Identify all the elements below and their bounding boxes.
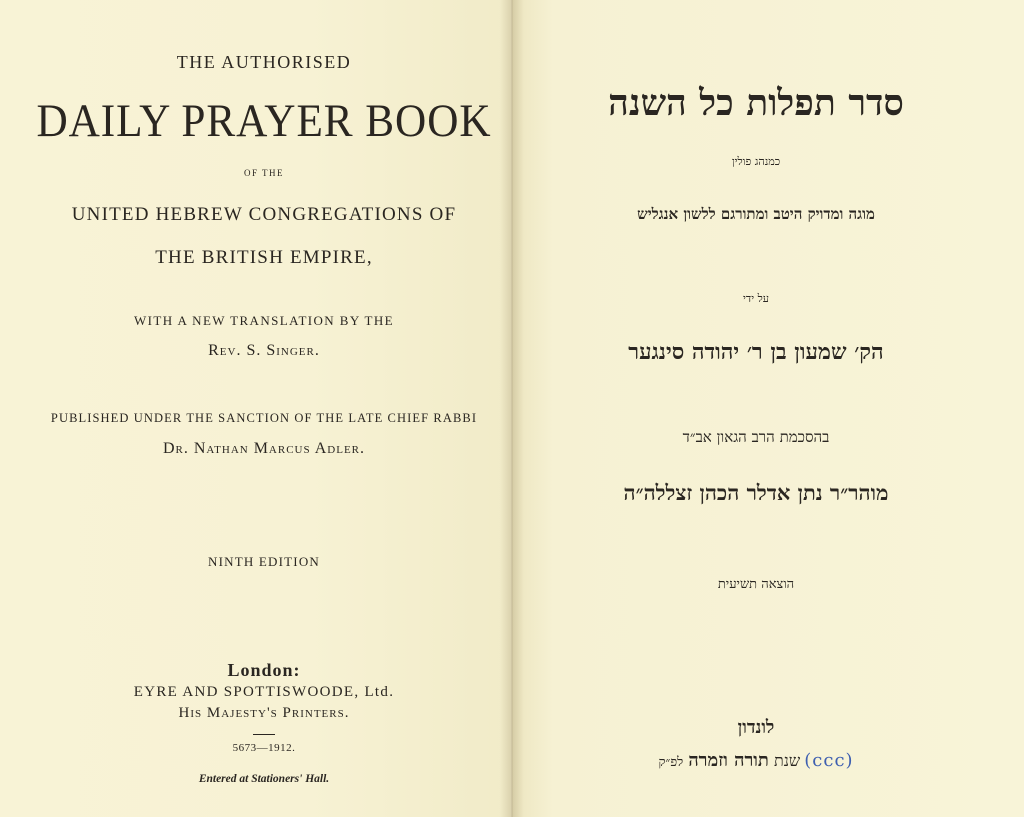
hebrew-city: לונדון xyxy=(737,717,775,738)
hebrew-edition: הוצאה תשיעית xyxy=(717,577,795,592)
translation-line: WITH A NEW TRANSLATION BY THE xyxy=(133,313,395,328)
edition-line: NINTH EDITION xyxy=(208,554,320,569)
hebrew-approval: בהסכמת הרב הגאון אב״ד xyxy=(682,428,830,446)
hebrew-translator: הק׳ שמעון בן ר׳ יהודה סינגער xyxy=(628,339,884,365)
hebrew-title: סדר תפלות כל השנה xyxy=(608,82,904,124)
hebrew-year-prefix: שנת xyxy=(773,751,801,770)
hebrew-rabbi: מוהר״ר נתן אדלר הכהן זצללה״ה xyxy=(623,480,889,505)
hebrew-year-line xyxy=(512,750,1000,771)
hebrew-minhag: כמנהג פולין xyxy=(731,155,781,168)
title-line-authorised: THE AUTHORISED xyxy=(176,52,352,72)
imprint-rule xyxy=(253,734,275,735)
hebrew-description: מוגה ומדויק היטב ומתורגם ללשון אנגליש xyxy=(637,205,875,223)
hebrew-year-suffix: לפ״ק xyxy=(658,755,684,770)
congregations-line: UNITED HEBREW CONGREGATIONS OF xyxy=(71,204,457,225)
main-title: DAILY PRAYER BOOK xyxy=(36,95,492,147)
sanction-line: PUBLISHED UNDER THE SANCTION OF THE LATE CHIEF RABBI xyxy=(50,411,478,425)
imprint-city: London: xyxy=(227,660,301,680)
of-the-line: OF THE xyxy=(243,168,285,178)
printer-name: EYRE AND SPOTTISWOODE, Ltd. xyxy=(133,684,395,700)
library-stamp: (ccc) xyxy=(804,750,854,771)
stationers-hall-note: Entered at Stationers' Hall. xyxy=(198,773,330,785)
hebrew-year-text: תורה וזמרה xyxy=(688,750,769,771)
empire-line: THE BRITISH EMPIRE, xyxy=(155,247,373,268)
translator-name: Rev. S. Singer. xyxy=(208,342,320,359)
hebrew-by: על ידי xyxy=(743,292,769,305)
chief-rabbi-name: Dr. Nathan Marcus Adler. xyxy=(162,440,366,457)
publication-year: 5673—1912. xyxy=(232,742,296,754)
printer-title: His Majesty's Printers. xyxy=(178,705,350,721)
